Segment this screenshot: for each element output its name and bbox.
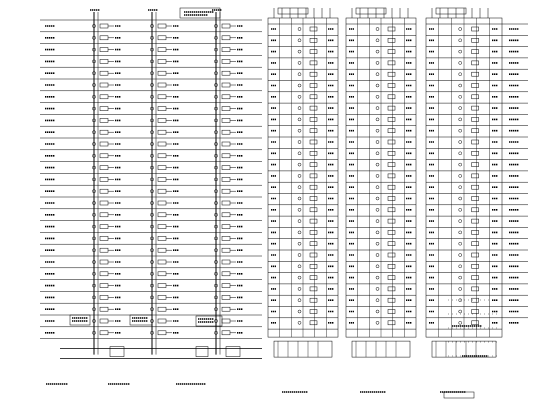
block-valve-symbol <box>298 163 301 166</box>
block-valve-symbol <box>376 231 379 234</box>
block-valve-symbol <box>376 242 379 245</box>
block-valve-symbol <box>298 118 301 121</box>
block-meter-box <box>310 242 317 246</box>
block-meter-box <box>310 61 317 65</box>
block-meter-box <box>310 117 317 121</box>
meter-box <box>222 142 230 146</box>
meter-box <box>222 177 230 181</box>
meter-box <box>100 95 108 99</box>
meter-box <box>158 95 166 99</box>
meter-box <box>158 201 166 205</box>
block-meter-box <box>472 264 479 268</box>
block-meter-box <box>388 276 395 280</box>
meter-box <box>158 260 166 264</box>
block-meter-box <box>472 174 479 178</box>
block-valve-symbol <box>298 129 301 132</box>
meter-box <box>100 107 108 111</box>
block-meter-box <box>388 151 395 155</box>
block-meter-box <box>472 117 479 121</box>
block-meter-box <box>310 219 317 223</box>
block-valve-symbol <box>459 174 462 177</box>
meter-box <box>158 236 166 240</box>
annotation-box <box>196 316 222 326</box>
meter-box <box>158 319 166 323</box>
block-meter-box <box>472 140 479 144</box>
block-valve-symbol <box>459 287 462 290</box>
block-meter-box <box>388 298 395 302</box>
block-meter-box <box>310 72 317 76</box>
meter-box <box>100 201 108 205</box>
block-valve-symbol <box>459 242 462 245</box>
meter-box <box>158 142 166 146</box>
meter-box <box>222 272 230 276</box>
block-meter-box <box>388 310 395 314</box>
block-meter-box <box>472 61 479 65</box>
block-valve-symbol <box>376 28 379 31</box>
block-valve-symbol <box>459 118 462 121</box>
block-valve-symbol <box>298 321 301 324</box>
block-meter-box <box>472 50 479 54</box>
block-valve-symbol <box>376 39 379 42</box>
meter-box <box>100 24 108 28</box>
block-valve-symbol <box>459 39 462 42</box>
meter-box <box>100 260 108 264</box>
block-valve-symbol <box>459 50 462 53</box>
meter-box <box>222 319 230 323</box>
equipment-box <box>110 347 124 357</box>
block-meter-box <box>472 185 479 189</box>
block-valve-symbol <box>298 186 301 189</box>
meter-box <box>158 154 166 158</box>
block-valve-symbol <box>459 141 462 144</box>
block-valve-symbol <box>298 299 301 302</box>
block-valve-symbol <box>298 39 301 42</box>
meter-box <box>222 24 230 28</box>
block-valve-symbol <box>459 84 462 87</box>
block-valve-symbol <box>459 310 462 313</box>
block-meter-box <box>472 287 479 291</box>
block-valve-symbol <box>298 310 301 313</box>
block-meter-box <box>310 27 317 31</box>
block-meter-box <box>310 84 317 88</box>
block-meter-box <box>388 84 395 88</box>
meter-box <box>100 177 108 181</box>
block-valve-symbol <box>376 220 379 223</box>
block-valve-symbol <box>376 73 379 76</box>
meter-box <box>222 59 230 63</box>
block-valve-symbol <box>376 299 379 302</box>
block-meter-box <box>472 298 479 302</box>
block-meter-box <box>310 197 317 201</box>
block-valve-symbol <box>459 61 462 64</box>
block-valve-symbol <box>298 287 301 290</box>
meter-box <box>100 307 108 311</box>
block-meter-box <box>472 84 479 88</box>
meter-box <box>222 201 230 205</box>
meter-box <box>158 307 166 311</box>
title-block-box <box>444 392 474 398</box>
block-valve-symbol <box>298 254 301 257</box>
meter-box <box>158 284 166 288</box>
meter-box <box>100 36 108 40</box>
block-meter-box <box>310 310 317 314</box>
meter-box <box>222 154 230 158</box>
meter-box <box>100 154 108 158</box>
block-valve-symbol <box>376 186 379 189</box>
meter-box <box>222 36 230 40</box>
block-valve-symbol <box>298 95 301 98</box>
meter-box <box>158 59 166 63</box>
block-meter-box <box>472 310 479 314</box>
block-valve-symbol <box>459 129 462 132</box>
meter-box <box>158 189 166 193</box>
block-valve-symbol <box>298 220 301 223</box>
meter-box <box>158 213 166 217</box>
meter-box <box>158 130 166 134</box>
block-valve-symbol <box>459 254 462 257</box>
block-valve-symbol <box>298 197 301 200</box>
block-meter-box <box>472 242 479 246</box>
block-valve-symbol <box>298 152 301 155</box>
meter-box <box>100 331 108 335</box>
meter-box <box>158 177 166 181</box>
block-valve-symbol <box>376 321 379 324</box>
meter-box <box>100 225 108 229</box>
block-valve-symbol <box>376 174 379 177</box>
block-meter-box <box>472 208 479 212</box>
block-meter-box <box>310 151 317 155</box>
block-meter-box <box>388 106 395 110</box>
block-header-box <box>356 8 386 14</box>
block-valve-symbol <box>459 231 462 234</box>
block-valve-symbol <box>459 197 462 200</box>
block-meter-box <box>472 27 479 31</box>
equipment-box <box>196 347 208 357</box>
block-meter-box <box>472 230 479 234</box>
block-meter-box <box>310 185 317 189</box>
block-meter-box <box>388 163 395 167</box>
block-meter-box <box>310 38 317 42</box>
block-base-equipment <box>274 341 332 357</box>
meter-box <box>100 142 108 146</box>
block-valve-symbol <box>298 174 301 177</box>
block-meter-box <box>388 129 395 133</box>
meter-box <box>158 71 166 75</box>
block-meter-box <box>310 174 317 178</box>
meter-box <box>222 130 230 134</box>
meter-box <box>158 36 166 40</box>
block-meter-box <box>388 174 395 178</box>
block-meter-box <box>472 276 479 280</box>
block-valve-symbol <box>376 95 379 98</box>
meter-box <box>222 118 230 122</box>
block-valve-symbol <box>298 141 301 144</box>
meter-box <box>100 213 108 217</box>
meter-box <box>100 130 108 134</box>
meter-box <box>158 83 166 87</box>
block-valve-symbol <box>459 186 462 189</box>
block-valve-symbol <box>298 28 301 31</box>
meter-box <box>100 166 108 170</box>
meter-box <box>222 331 230 335</box>
block-base-equipment <box>352 341 410 357</box>
block-meter-box <box>388 230 395 234</box>
block-valve-symbol <box>376 129 379 132</box>
block-valve-symbol <box>459 299 462 302</box>
meter-box <box>100 83 108 87</box>
block-header-box <box>278 8 308 14</box>
block-valve-symbol <box>298 242 301 245</box>
meter-box <box>100 189 108 193</box>
block-meter-box <box>388 253 395 257</box>
block-valve-symbol <box>376 287 379 290</box>
meter-box <box>100 284 108 288</box>
meter-box <box>100 48 108 52</box>
meter-box <box>100 295 108 299</box>
block-meter-box <box>388 38 395 42</box>
block-meter-box <box>472 129 479 133</box>
block-meter-box <box>310 287 317 291</box>
meter-box <box>222 48 230 52</box>
block-valve-symbol <box>376 163 379 166</box>
meter-box <box>158 107 166 111</box>
meter-box <box>158 48 166 52</box>
block-valve-symbol <box>459 28 462 31</box>
meter-box <box>222 95 230 99</box>
block-meter-box <box>310 50 317 54</box>
meter-box <box>222 213 230 217</box>
block-meter-box <box>310 321 317 325</box>
block-valve-symbol <box>376 254 379 257</box>
block-valve-symbol <box>376 276 379 279</box>
block-valve-symbol <box>459 265 462 268</box>
block-valve-symbol <box>376 61 379 64</box>
meter-box <box>100 272 108 276</box>
block-valve-symbol <box>298 84 301 87</box>
block-meter-box <box>310 163 317 167</box>
block-meter-box <box>472 321 479 325</box>
block-meter-box <box>388 208 395 212</box>
block-meter-box <box>388 264 395 268</box>
block-valve-symbol <box>376 197 379 200</box>
block-valve-symbol <box>376 107 379 110</box>
block-meter-box <box>388 287 395 291</box>
meter-box <box>100 236 108 240</box>
block-valve-symbol <box>459 220 462 223</box>
meter-box <box>158 248 166 252</box>
meter-box <box>100 319 108 323</box>
annotation-box <box>130 315 152 325</box>
block-meter-box <box>472 219 479 223</box>
block-meter-box <box>388 219 395 223</box>
meter-box <box>158 225 166 229</box>
block-meter-box <box>472 163 479 167</box>
block-valve-symbol <box>298 107 301 110</box>
meter-box <box>158 166 166 170</box>
block-meter-box <box>310 95 317 99</box>
block-valve-symbol <box>459 321 462 324</box>
block-valve-symbol <box>376 118 379 121</box>
meter-box <box>158 331 166 335</box>
block-valve-symbol <box>376 141 379 144</box>
block-meter-box <box>388 117 395 121</box>
block-meter-box <box>388 95 395 99</box>
block-meter-box <box>388 61 395 65</box>
block-valve-symbol <box>376 208 379 211</box>
meter-box <box>222 295 230 299</box>
meter-box <box>222 284 230 288</box>
meter-box <box>222 107 230 111</box>
block-valve-symbol <box>459 276 462 279</box>
block-meter-box <box>472 197 479 201</box>
block-meter-box <box>388 197 395 201</box>
meter-box <box>158 295 166 299</box>
block-meter-box <box>388 50 395 54</box>
meter-box <box>222 71 230 75</box>
block-meter-box <box>388 27 395 31</box>
meter-box <box>100 59 108 63</box>
block-meter-box <box>472 38 479 42</box>
block-valve-symbol <box>459 107 462 110</box>
block-meter-box <box>472 106 479 110</box>
block-valve-symbol <box>298 265 301 268</box>
meter-box <box>100 118 108 122</box>
block-valve-symbol <box>298 276 301 279</box>
meter-box <box>100 71 108 75</box>
annotation-box <box>70 315 90 325</box>
block-meter-box <box>472 253 479 257</box>
block-header-box <box>436 8 466 14</box>
block-valve-symbol <box>459 163 462 166</box>
block-valve-symbol <box>298 61 301 64</box>
block-meter-box <box>310 140 317 144</box>
block-valve-symbol <box>298 208 301 211</box>
block-meter-box <box>310 253 317 257</box>
block-meter-box <box>310 298 317 302</box>
block-valve-symbol <box>376 50 379 53</box>
meter-box <box>158 272 166 276</box>
block-meter-box <box>388 72 395 76</box>
block-meter-box <box>310 230 317 234</box>
block-valve-symbol <box>298 73 301 76</box>
block-valve-symbol <box>298 231 301 234</box>
block-meter-box <box>310 276 317 280</box>
block-valve-symbol <box>459 152 462 155</box>
meter-box <box>100 248 108 252</box>
block-valve-symbol <box>376 152 379 155</box>
block-meter-box <box>472 95 479 99</box>
block-valve-symbol <box>376 310 379 313</box>
meter-box <box>222 166 230 170</box>
block-meter-box <box>388 321 395 325</box>
block-meter-box <box>310 106 317 110</box>
block-meter-box <box>310 129 317 133</box>
block-base-equipment <box>432 341 496 357</box>
block-valve-symbol <box>376 265 379 268</box>
block-meter-box <box>310 208 317 212</box>
meter-box <box>222 248 230 252</box>
equipment-box <box>226 347 240 357</box>
block-meter-box <box>388 140 395 144</box>
block-valve-symbol <box>298 50 301 53</box>
block-valve-symbol <box>459 208 462 211</box>
block-meter-box <box>388 242 395 246</box>
meter-box <box>222 236 230 240</box>
meter-box <box>158 24 166 28</box>
block-valve-symbol <box>459 95 462 98</box>
meter-box <box>222 83 230 87</box>
block-meter-box <box>388 185 395 189</box>
block-meter-box <box>472 72 479 76</box>
meter-box <box>222 260 230 264</box>
meter-box <box>158 118 166 122</box>
meter-box <box>222 189 230 193</box>
meter-box <box>222 307 230 311</box>
block-valve-symbol <box>459 73 462 76</box>
meter-box <box>222 225 230 229</box>
block-meter-box <box>310 264 317 268</box>
block-valve-symbol <box>376 84 379 87</box>
block-meter-box <box>472 151 479 155</box>
